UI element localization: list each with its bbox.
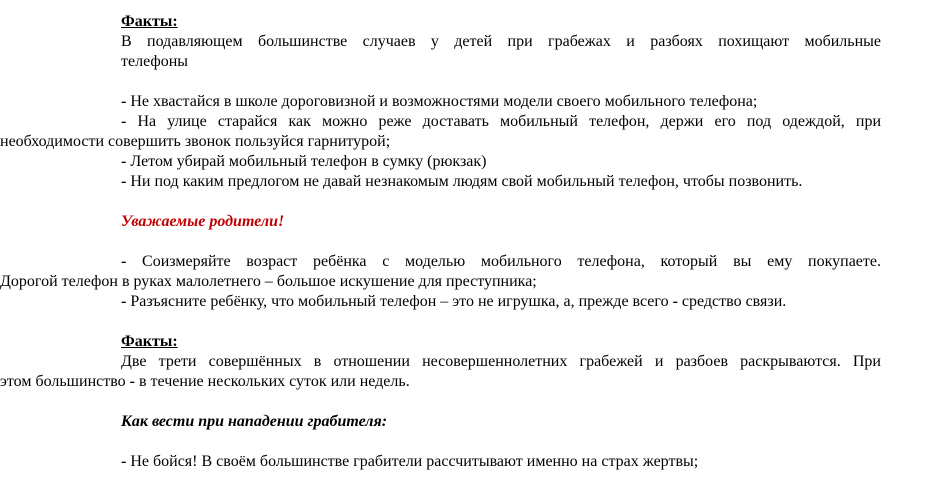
text-run: телефоны [121, 53, 189, 70]
spacer [121, 232, 881, 252]
spacer [121, 72, 881, 92]
bullet-dash: - [121, 453, 127, 470]
text-run: В подавляющем большинстве случаев у детей при грабежах и разбоях похищают мобильные [121, 33, 881, 50]
spacer [121, 392, 881, 412]
spacer [121, 192, 881, 212]
robbery-heading [121, 412, 881, 432]
bullet-dash: - [121, 253, 127, 270]
bullet-text: Не хвастайся в школе дороговизной и возможностями модели своего мобильного телефона; [126, 93, 758, 110]
bullet-text: Летом убирай мобильный телефон в сумку (рюкзак) [126, 153, 487, 170]
bullet-dash: - [121, 113, 127, 130]
parents-line-1 [121, 252, 881, 272]
spacer [121, 432, 881, 452]
bullet-text: средство связи. [677, 293, 787, 310]
text-run: в течение нескольких суток или недель. [135, 373, 410, 390]
facts-heading-2 [121, 332, 881, 352]
robbery-heading-text: Как вести при нападении грабителя: [121, 413, 388, 430]
bullet-item [121, 152, 881, 172]
bullet-item [121, 92, 881, 112]
bullet-continuation [0, 132, 881, 152]
bullet-dash: - [121, 93, 127, 110]
bullet-item [121, 112, 881, 132]
parents-line-2 [0, 272, 881, 292]
text-run: Две трети совершённых в отношении несовершеннолетних грабежей и разбоев раскрываются. При [121, 353, 881, 370]
facts2-line-1 [121, 352, 881, 372]
inline-dash: - [129, 373, 135, 390]
bullet-text: Дорогой телефон в руках малолетнего – большое искушение для преступника; [0, 273, 537, 290]
bullet-dash: - [121, 153, 127, 170]
bullet-item [121, 172, 881, 192]
bullet-text: Не бойся! В своём большинстве грабители рассчитывают именно на страх жертвы; [126, 453, 699, 470]
bullet-text: Соизмеряйте возраст ребёнка с моделью мобильного телефона, который вы ему покупаете. [126, 253, 881, 270]
parents-heading [121, 212, 881, 232]
spacer [121, 312, 881, 332]
bullet-text: На улице старайся как можно реже доставать мобильный телефон, держи его под одеждой, при [126, 113, 881, 130]
bullet-text: Разъясните ребёнку, что мобильный телефон – это не игрушка, а, прежде всего [126, 293, 673, 310]
facts2-line-2 [0, 372, 881, 392]
text-run: этом большинство [0, 373, 130, 390]
facts-paragraph-line-2 [0, 52, 881, 72]
bullet-text: Ни под каким предлогом не давай незнакомым людям свой мобильный телефон, чтобы позвонить. [126, 173, 803, 190]
bullet-text: необходимости совершить звонок пользуйся гарнитурой; [0, 133, 391, 150]
document-page [0, 12, 881, 472]
facts-paragraph-line-1 [121, 32, 881, 52]
bullet-dash: - [121, 293, 127, 310]
facts-heading-text: Факты: [121, 333, 178, 350]
bullet-dash: - [121, 173, 127, 190]
inline-dash: - [672, 293, 678, 310]
parents-heading-text: Уважаемые родители! [121, 213, 285, 230]
parents-line-3 [121, 292, 881, 312]
facts-heading-text: Факты: [121, 13, 178, 30]
robbery-line-1 [121, 452, 881, 472]
facts-heading-1 [121, 12, 881, 32]
